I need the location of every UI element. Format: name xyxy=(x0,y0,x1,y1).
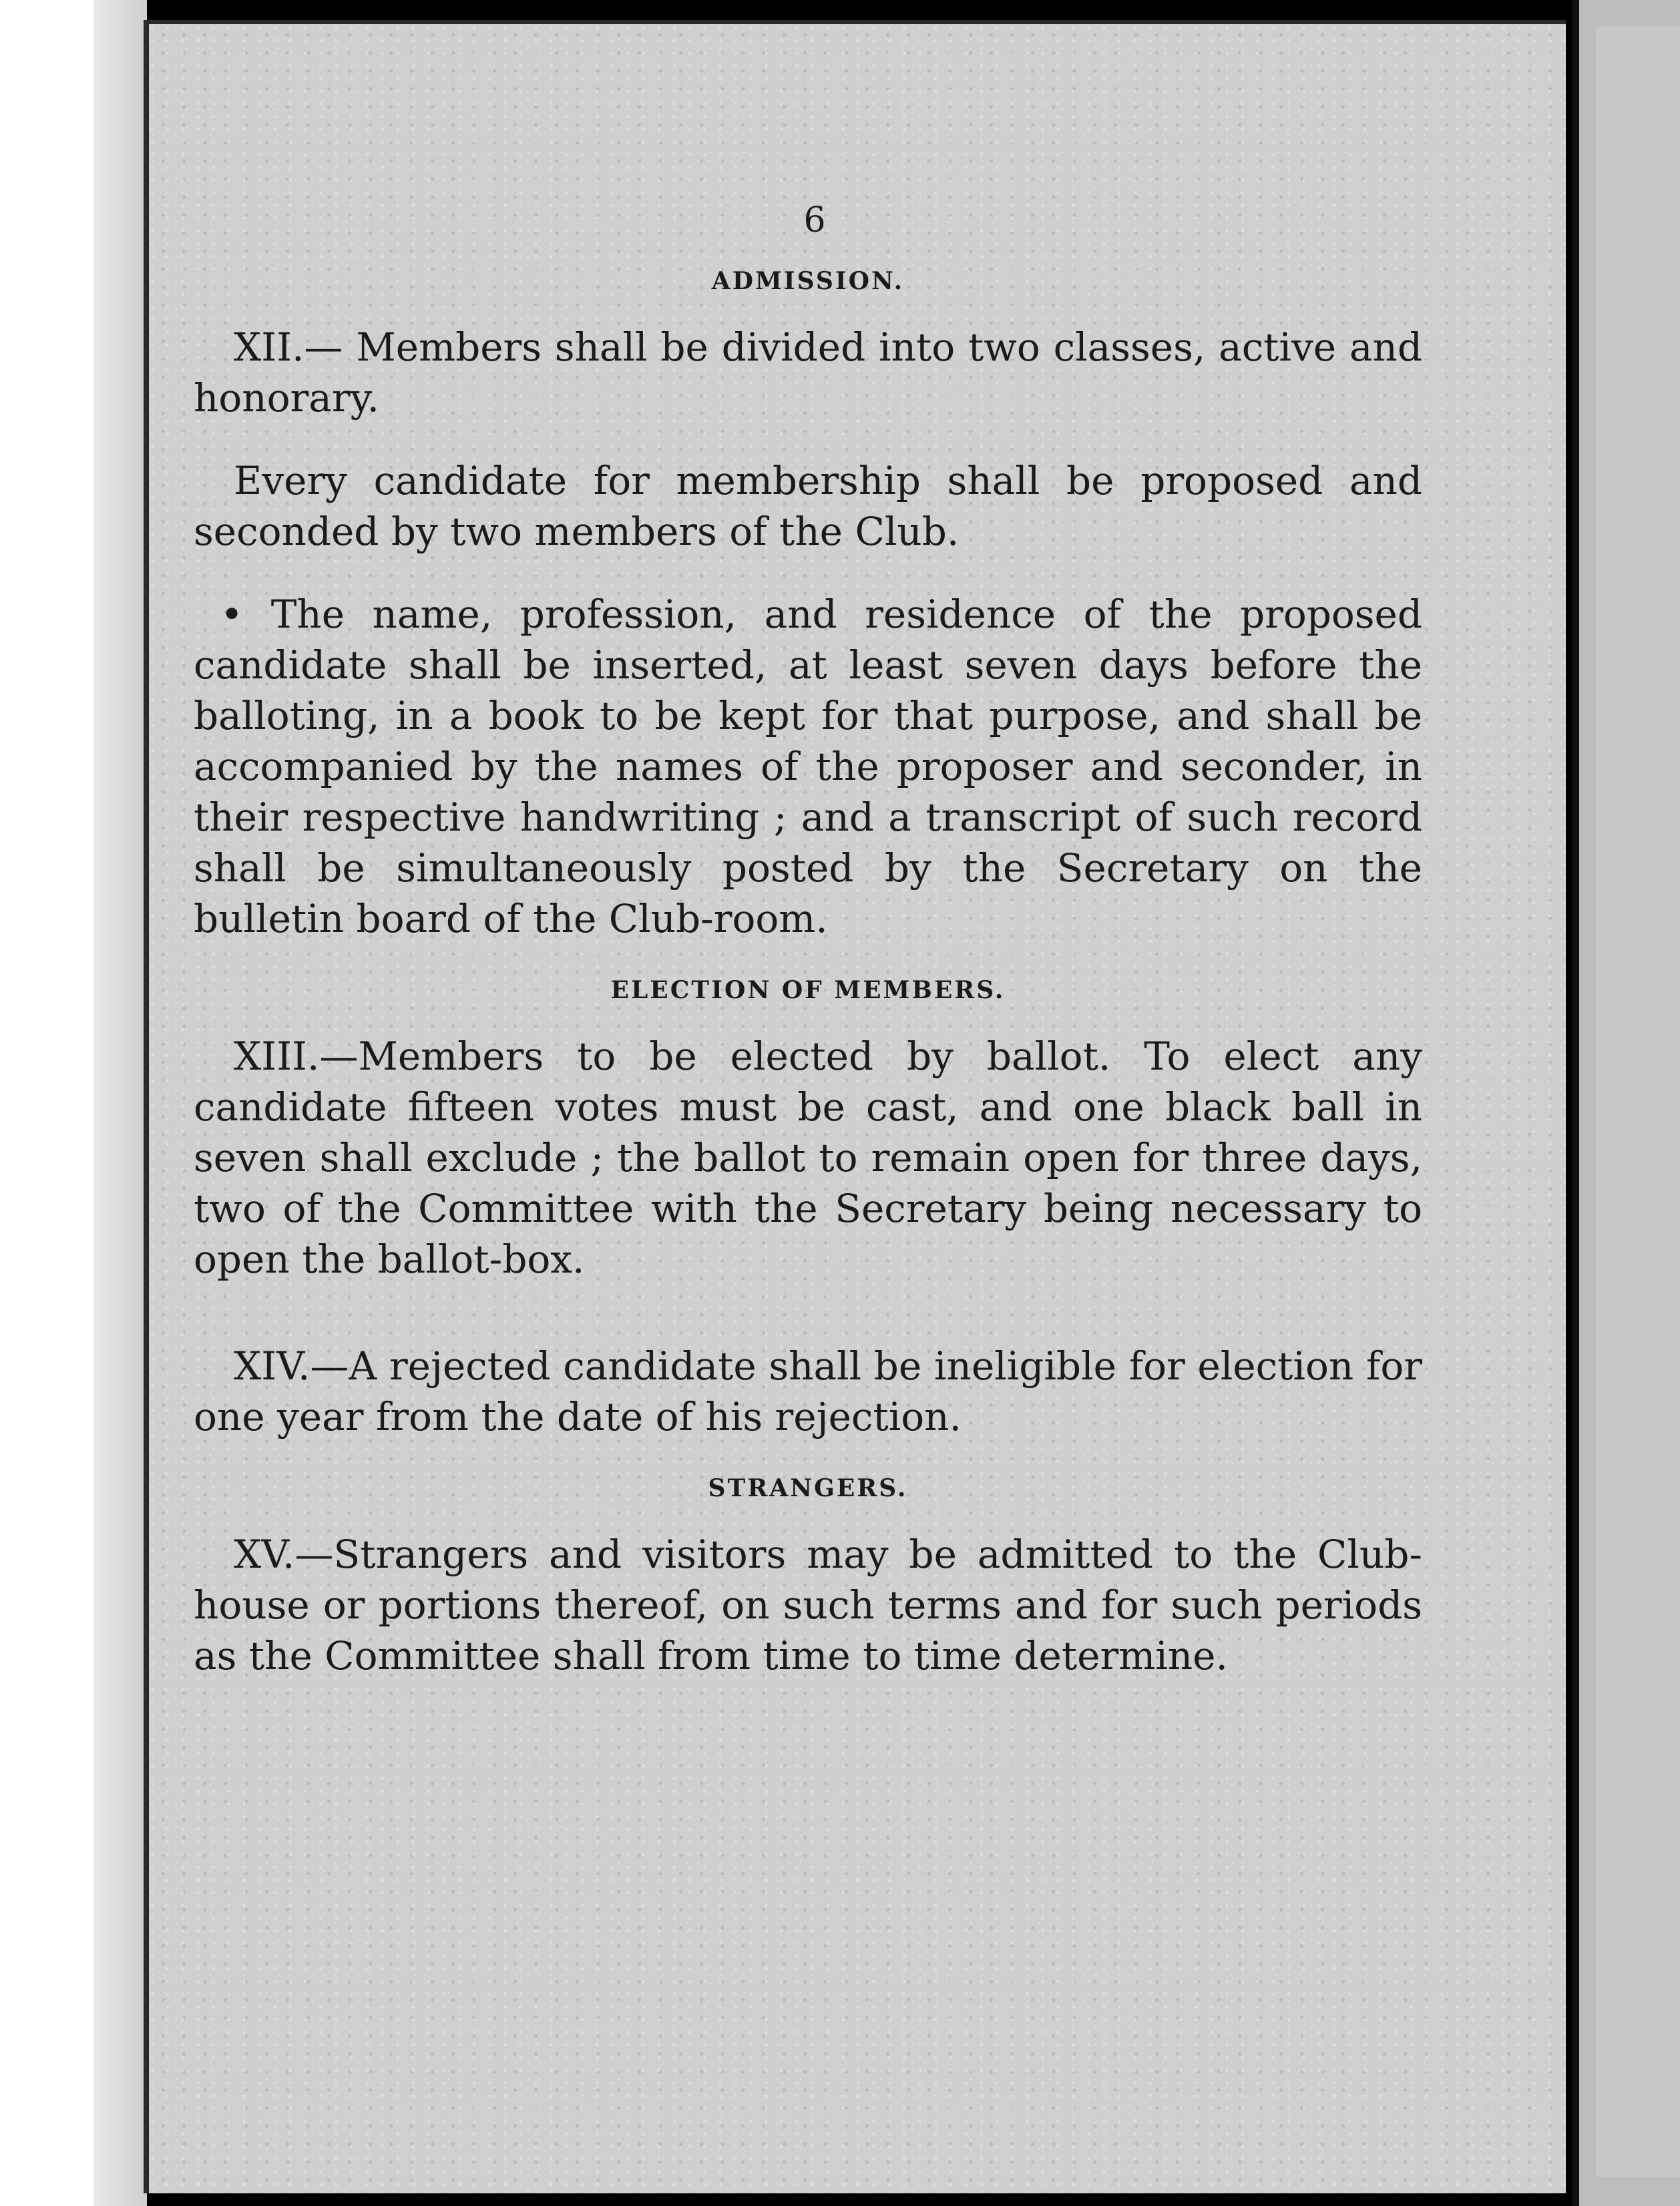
article-xiii: XIII.—Members to be elected by ballot. To elect any candidate fifteen votes must be cast, and one black ball in seven shall exclude ; the ballot to remain open for three days, two of the Committee with the Secretary being necessary to open the ballot-box. xyxy=(194,1034,1422,1282)
candidate-proposal-paragraph: Every candidate for membership shall be proposed and seconded by two members of the Club. xyxy=(194,458,1422,554)
page-gutter-shadow xyxy=(93,0,147,2206)
left-margin xyxy=(0,0,93,2206)
article-xv: XV.—Strangers and visitors may be admitted to the Club-house or portions thereof, on such terms and for such periods as the Committee shall from time to time determine. xyxy=(194,1532,1422,1679)
page-content xyxy=(194,200,1422,1713)
section-heading-strangers: STRANGERS. xyxy=(708,1474,908,1502)
article-xii: XII.— Members shall be divided into two classes, active and honorary. xyxy=(194,324,1422,421)
section-heading-admission: ADMISSION. xyxy=(711,267,905,295)
candidate-registration-paragraph: • The name, profession, and residence of the proposed candidate shall be inserted, at least seven days before the balloting, in a book to be kept for that purpose, and shall be accompanied by the names of the proposer and seconder, in their respective handwriting ; and a transcript of such record shall be simultaneously posted by the Secretary on the bulletin board of the Club-room. xyxy=(194,592,1422,941)
page-number: 6 xyxy=(803,200,826,240)
article-xiv: XIV.—A rejected candidate shall be ineligible for election for one year from the date of his rejection. xyxy=(194,1343,1422,1440)
section-heading-election: ELECTION OF MEMBERS. xyxy=(610,976,1006,1004)
facing-page-paper xyxy=(1596,27,1680,2177)
